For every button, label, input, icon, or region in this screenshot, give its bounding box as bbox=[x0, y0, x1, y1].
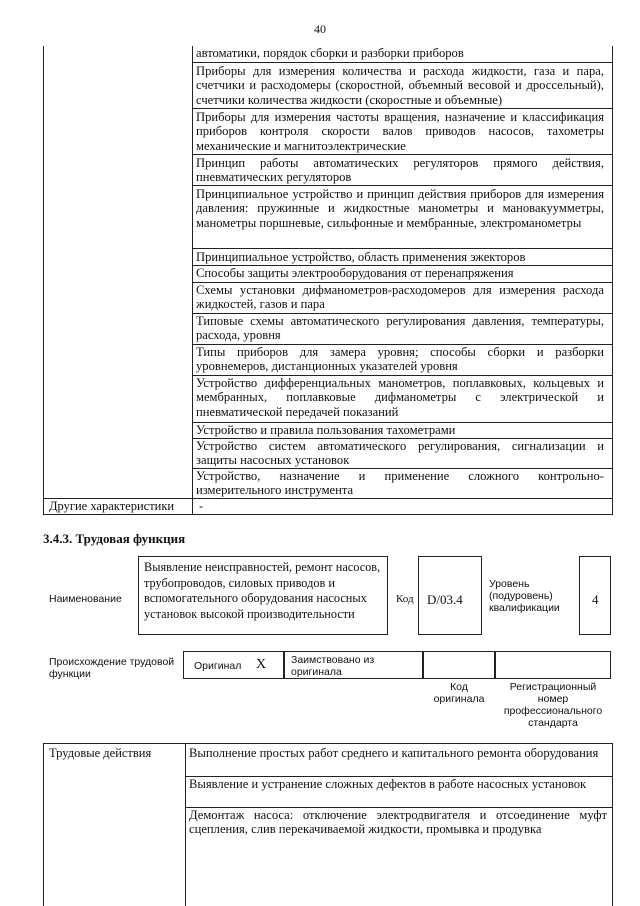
knowledge-item: Устройство и правила пользования тахометрами bbox=[196, 423, 456, 437]
action-item: Выполнение простых работ среднего и капитального ремонта оборудования bbox=[189, 746, 599, 760]
name-label: Наименование bbox=[49, 593, 122, 605]
original-label: Оригинал bbox=[194, 660, 242, 672]
original-code-caption: Код оригинала bbox=[433, 681, 485, 705]
function-name: Выявление неисправностей, ремонт насосов, трубопроводов, силовых приводов и вспомогательного оборудования насосных установок высокой производительности bbox=[144, 560, 381, 621]
original-mark: X bbox=[256, 657, 267, 672]
action-item: Выявление и устранение сложных дефектов в работе насосных установок bbox=[189, 777, 587, 791]
knowledge-item: Приборы для измерения частоты вращения, назначение и классификация приборов контроля скорости валов приводов насосов, тахометры механические и магнитоэлектрические bbox=[196, 110, 604, 153]
actions-label: Трудовые действия bbox=[49, 746, 152, 760]
column-divider bbox=[192, 46, 193, 514]
level-label: Уровень (подуровень) квалификации bbox=[489, 578, 560, 614]
borrowed-label: Заимствовано из оригинала bbox=[291, 654, 375, 678]
other-characteristics-value: - bbox=[199, 499, 204, 513]
knowledge-item: Приборы для измерения количества и расхода жидкости, газа и пара, счетчики и расходомеры (скоростной, объемный весовой и дроссельный), счетчики количества жидкости (скоростные и объемные) bbox=[196, 64, 604, 107]
knowledge-item: Схемы установки дифманометров-расходомеров для измерения расхода жидкостей, газов и пара bbox=[196, 283, 604, 312]
actions-table bbox=[43, 743, 613, 906]
borrowed-cell bbox=[284, 651, 423, 679]
knowledge-item: автоматики, порядок сборки и разборки приборов bbox=[196, 46, 464, 60]
function-name-box bbox=[138, 556, 388, 635]
knowledge-table bbox=[43, 46, 613, 515]
knowledge-item: Принципиальное устройство и принцип действия приборов для измерения давления: пружинные и жидкостные манометры и мановакуумметры, манометры поршневые, сильфонные и мембранные, электроманометры bbox=[196, 187, 604, 230]
knowledge-item: Устройство, назначение и применение сложного контрольно-измерительного инструмента bbox=[196, 469, 604, 498]
reg-number-cell bbox=[495, 651, 611, 679]
knowledge-item: Устройство дифференциальных манометров, поплавковых, кольцевых и мембранных, поплавковые дифманометры с электрической и пневматической передачей показаний bbox=[196, 376, 604, 419]
other-characteristics-label: Другие характеристики bbox=[49, 499, 175, 513]
original-cell bbox=[183, 651, 284, 679]
original-code-cell bbox=[423, 651, 495, 679]
code-value: D/03.4 bbox=[427, 592, 463, 607]
action-item: Демонтаж насоса: отключение электродвигателя и отсоединение муфт сцепления, слив перекачиваемой жидкости, промывка и продувка bbox=[189, 808, 607, 837]
origin-label: Происхождение трудовой функции bbox=[49, 656, 175, 680]
code-label: Код bbox=[396, 593, 414, 605]
knowledge-item: Устройство систем автоматического регулирования, сигнализации и защиты насосных установок bbox=[196, 439, 604, 468]
code-value-box bbox=[418, 556, 482, 635]
reg-number-caption: Регистрационный номер профессионального стандарта bbox=[503, 681, 603, 729]
knowledge-item: Принцип работы автоматических регуляторов прямого действия, пневматических регуляторов bbox=[196, 156, 604, 185]
knowledge-item: Типовые схемы автоматического регулирования давления, температуры, расхода, уровня bbox=[196, 314, 604, 343]
knowledge-item: Способы защиты электрооборудования от перенапряжения bbox=[196, 266, 514, 280]
column-divider bbox=[185, 744, 186, 906]
page-number: 40 bbox=[314, 22, 326, 36]
knowledge-item: Типы приборов для замера уровня; способы сборки и разборки уровнемеров, дистанционных указателей уровня bbox=[196, 345, 604, 374]
knowledge-item: Принципиальное устройство, область применения эжекторов bbox=[196, 250, 526, 264]
level-value-box bbox=[579, 556, 611, 635]
section-title: 3.4.3. Трудовая функция bbox=[43, 531, 186, 546]
level-value: 4 bbox=[592, 592, 599, 607]
